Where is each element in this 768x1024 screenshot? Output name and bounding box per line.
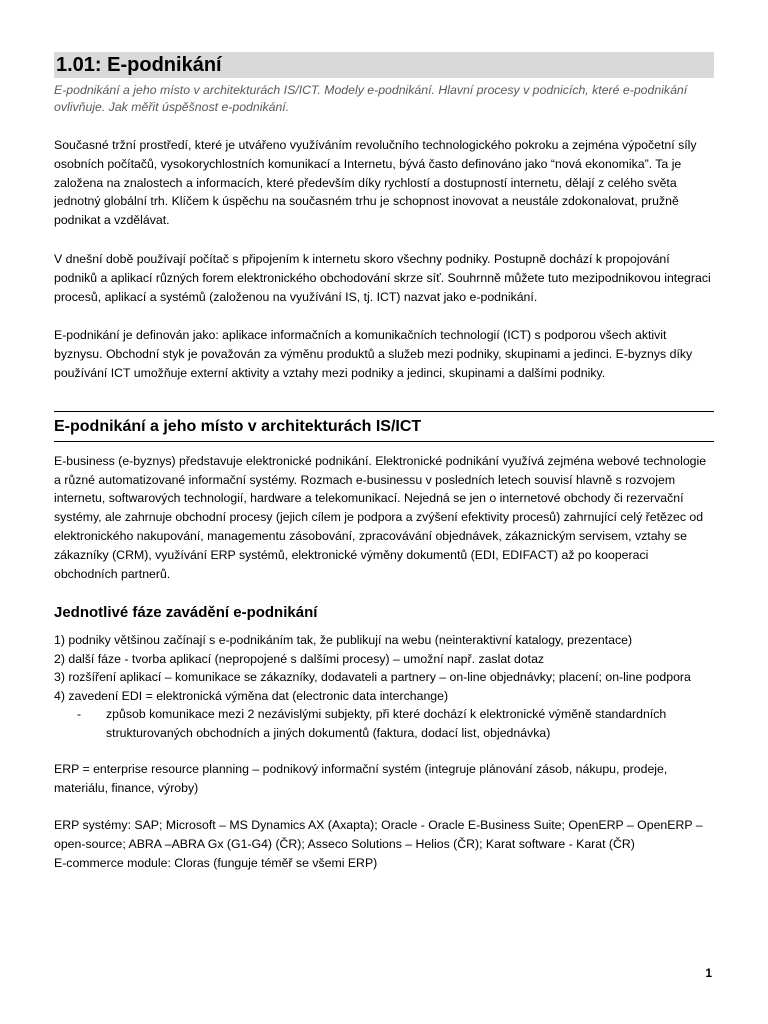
intro-paragraph-3: E-podnikání je definován jako: aplikace informačních a komunikačních technologií (ICT) s podporou všech aktivit byznysu. Obchodní styk je považován za výměnu produktů a služeb mezi podniky, skupinami a jedinci. E-byznys díky používání ICT umožňuje externí aktivity a vztahy mezi podniky a jedinci, skupinami a dalšími podniky. xyxy=(54,328,693,380)
subsection-heading: Jednotlivé fáze zavádění e-podnikání xyxy=(54,604,318,622)
document-title: 1.01: E-podnikání xyxy=(56,54,222,76)
intro-paragraph-2: V dnešní době používají počítač s připojením k internetu skoro všechny podniky. Postupně dochází k propojování podniků a aplikací různých forem elektronického obchodování skrze síť. Souhrnně můžete tuto mezipodnikovou integraci procesů, aplikací a systémů (založenou na využívání IS, tj. ICT) nazvat jako e-podnikání. xyxy=(54,251,711,304)
phase-list xyxy=(54,631,714,742)
intro-paragraph-1: Současné tržní prostředí, které je utvářeno využíváním revolučního technologického pokroku a zejména výpočetní síly osobních počítačů, vysokorychlostních komunikací a Internetu, bývá často definováno jako “nová ekonomika”. Ta je založena na znalostech a informacích, které především díky rychlostí a dostupností internetu, dělají z celého světa jednotný globální trh. Klíčem k úspěchu na současném trhu je schopnost inovovat a neustále zdokonalovat, pružně podnikat a vzdělávat. xyxy=(54,138,697,228)
phase-item-1: 1) podniky většinou začínají s e-podnikáním tak, že publikují na webu (neinteraktivní katalogy, prezentace) xyxy=(54,633,633,648)
erp-systems: ERP systémy: SAP; Microsoft – MS Dynamics AX (Axapta); Oracle - Oracle E-Business Suite; OpenERP – OpenERP – open-source; ABRA –ABRA Gx (G1-G4) (ČR); Asseco Solutions – Helios (ČR); Karat software - Karat (ČR) xyxy=(54,817,703,851)
bullet-dash: - xyxy=(77,707,82,722)
phase-item-3: 3) rozšíření aplikací – komunikace se zákazníky, dodavateli a partnery – on-line objednávky; placení; on-line podpora xyxy=(54,670,691,685)
title-bar xyxy=(54,52,714,78)
section-paragraph: E-business (e-byznys) představuje elektronické podnikání. Elektronické podnikání využívá zejména webové technologie a různé automatizované informační systémy. Rozmach e-businessu v posledních letech souvisí hlavně s rozvojem internetu, softwarových technologií, hardware a telekomunikací. Nejedná se jen o internetové obchody či rezervační systémy, ale zahrnuje obchodní procesy (jejich cílem je podpora a zvýšení efektivity procesů) zahrnující celý řetězec od elektronického nakupování, managementu zásobování, zpracovávání objednávek, zákaznickým servisem, vztahy se zákazníky (CRM), využívání ERP systémů, elektronické výměny dokumentů (EDI, EDIFACT) až po kooperaci obchodních partnerů. xyxy=(54,453,707,581)
edi-bullet xyxy=(54,705,714,742)
page-number: 1 xyxy=(705,966,712,980)
document-page xyxy=(54,52,714,872)
edi-bullet-text: způsob komunikace mezi 2 nezávislými subjekty, při které dochází k elektronické výměně standardních strukturovaných obchodních a jiných dokumentů (faktura, dodací list, objednávka) xyxy=(106,707,667,740)
ecommerce-module: E-commerce module: Cloras (funguje téměř se všemi ERP) xyxy=(54,855,378,870)
phase-item-4: 4) zavedení EDI = elektronická výměna dat (electronic data interchange) xyxy=(54,688,449,703)
section-heading-block xyxy=(54,411,714,442)
section-heading: E-podnikání a jeho místo v architekturách IS/ICT xyxy=(54,417,422,435)
document-subtitle: E-podnikání a jeho místo v architekturách IS/ICT. Modely e-podnikání. Hlavní procesy v podnicích, které e-podnikání ovlivňuje. Jak měřit úspěšnost e-podnikání. xyxy=(54,83,688,114)
erp-definition: ERP = enterprise resource planning – podnikový informační systém (integruje plánování zásob, nákupu, prodeje, materiálu, finance, výroby) xyxy=(54,762,668,796)
phase-item-2: 2) další fáze - tvorba aplikací (nepropojené s dalšími procesy) – umožní např. zaslat dotaz xyxy=(54,651,545,666)
